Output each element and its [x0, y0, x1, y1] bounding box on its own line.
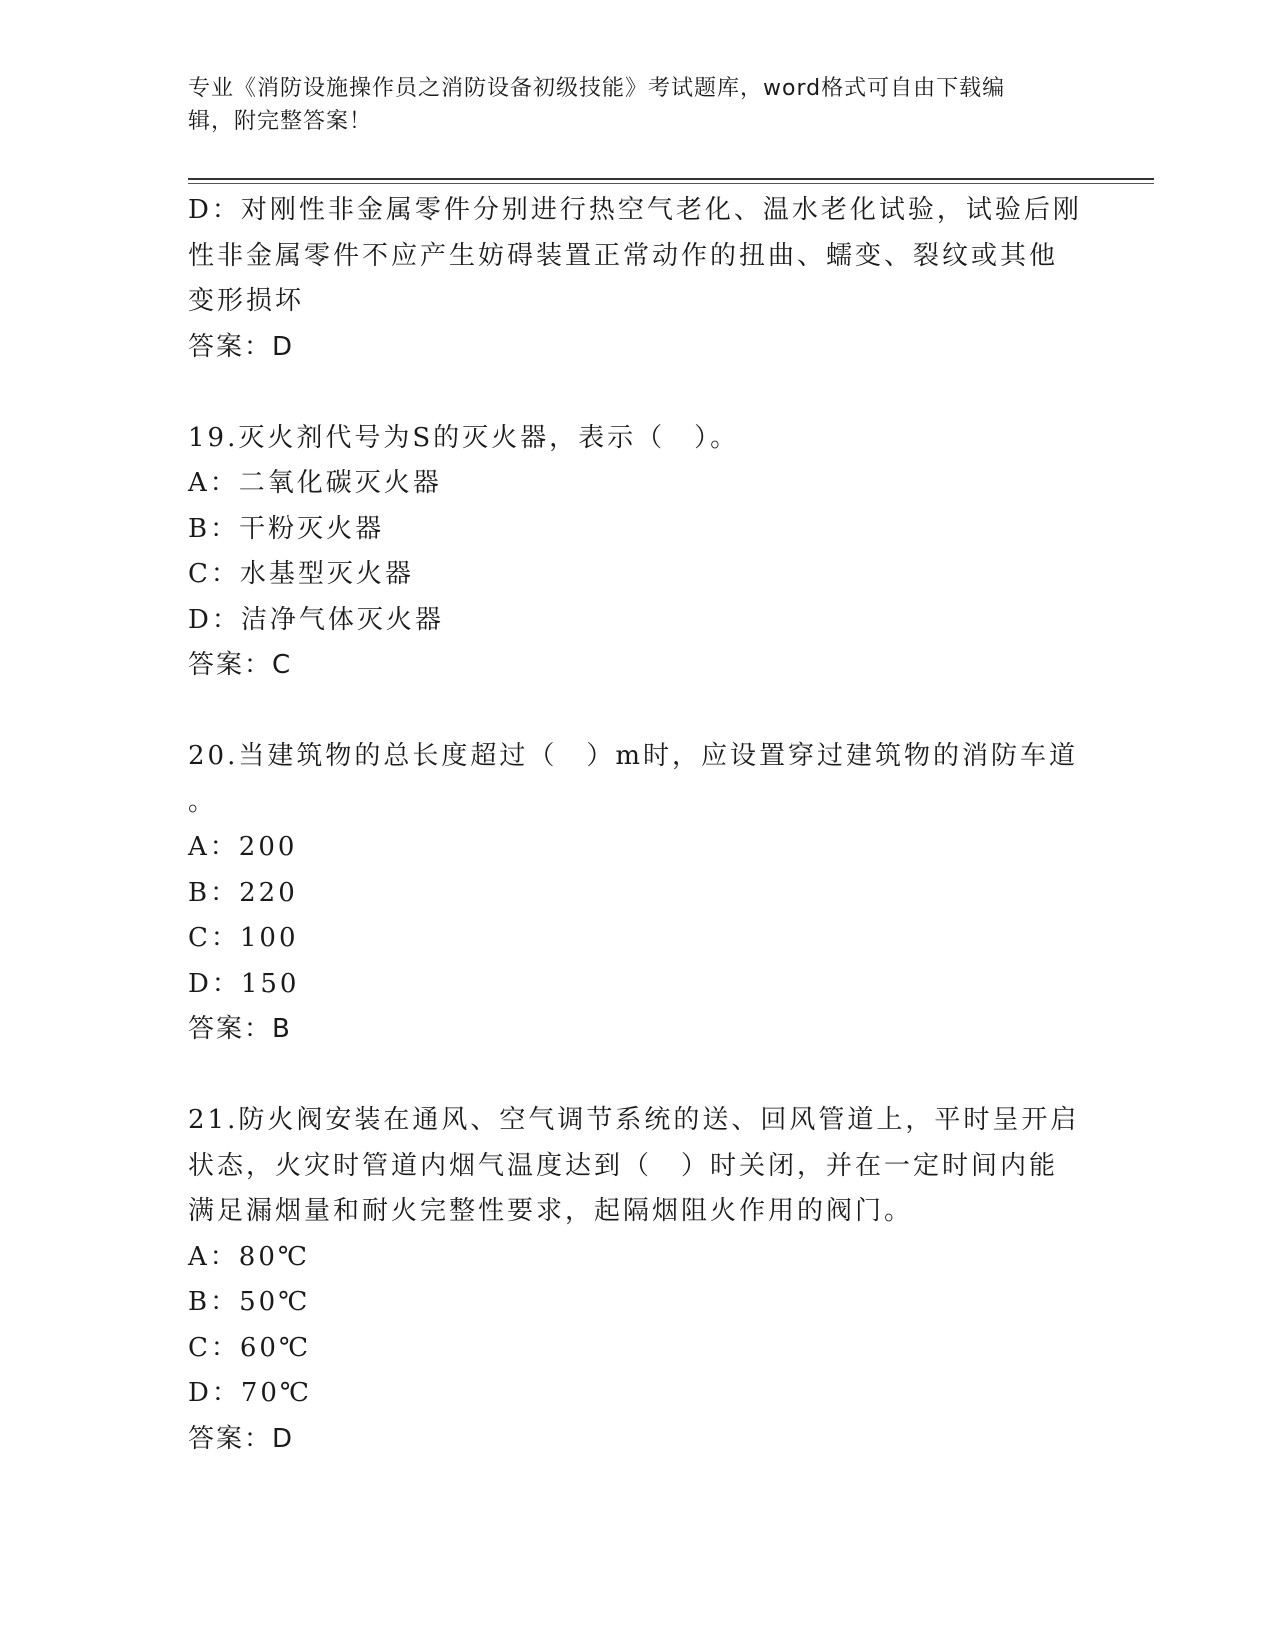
option-b: B：干粉灭火器: [188, 513, 385, 544]
option-d: D：150: [188, 968, 300, 999]
answer-line: 答案：D: [188, 1423, 295, 1454]
option-d: D：70℃: [188, 1378, 313, 1408]
question-stem-line-2: 。: [188, 786, 218, 817]
question-20: [188, 734, 1079, 1053]
question-list: [188, 188, 1082, 1462]
option-a: A：二氧化碳灭火器: [188, 468, 442, 498]
spacer: [188, 689, 1068, 735]
option-a: A：80℃: [188, 1241, 310, 1272]
question-stem-line-1: 20.当建筑物的总长度超过（ ）m时，应设置穿过建筑物的消防车道: [188, 741, 1079, 771]
question-stem-line-3: 满足漏烟量和耐火完整性要求，起隔烟阻火作用的阀门。: [188, 1196, 914, 1226]
option-d-line-1: D：对刚性非金属零件分别进行热空气老化、温水老化试验，试验后刚: [188, 195, 1082, 225]
answer-line: 答案：D: [188, 331, 295, 362]
option-c: C：100: [188, 923, 299, 953]
question-19: [188, 416, 1068, 689]
option-d-line-2: 性非金属零件不应产生妨碍装置正常动作的扭曲、蠕变、裂纹或其他: [188, 240, 1059, 271]
page-header: [188, 72, 1068, 138]
option-c: C：水基型灭火器: [188, 559, 414, 589]
question-18-tail: [188, 188, 1082, 370]
answer-line: 答案：B: [188, 1014, 292, 1044]
option-a: A：200: [188, 832, 298, 862]
header-line-1: 专业《消防设施操作员之消防设备初级技能》考试题库，word格式可自由下载编: [188, 76, 1006, 101]
header-line-2: 辑，附完整答案！: [188, 109, 373, 134]
header-divider-thin: [188, 183, 1154, 184]
option-d-line-3: 变形损坏: [188, 286, 305, 316]
answer-line: 答案：C: [188, 650, 293, 680]
question-stem-line-1: 21.防火阀安装在通风、空气调节系统的送、回风管道上，平时呈开启: [188, 1105, 1080, 1135]
question-stem: 19.灭火剂代号为S的灭火器，表示（ ）。: [188, 422, 740, 453]
header-divider-thick: [188, 178, 1154, 180]
option-d: D：洁净气体灭火器: [188, 604, 444, 635]
option-c: C：60℃: [188, 1332, 312, 1363]
spacer: [188, 370, 1068, 416]
question-21: [188, 1098, 1080, 1462]
option-b: B：220: [188, 877, 298, 908]
option-b: B：50℃: [188, 1287, 311, 1317]
question-stem-line-2: 状态，火灾时管道内烟气温度达到（ ）时关闭，并在一定时间内能: [188, 1150, 1059, 1181]
spacer: [188, 1053, 1068, 1099]
